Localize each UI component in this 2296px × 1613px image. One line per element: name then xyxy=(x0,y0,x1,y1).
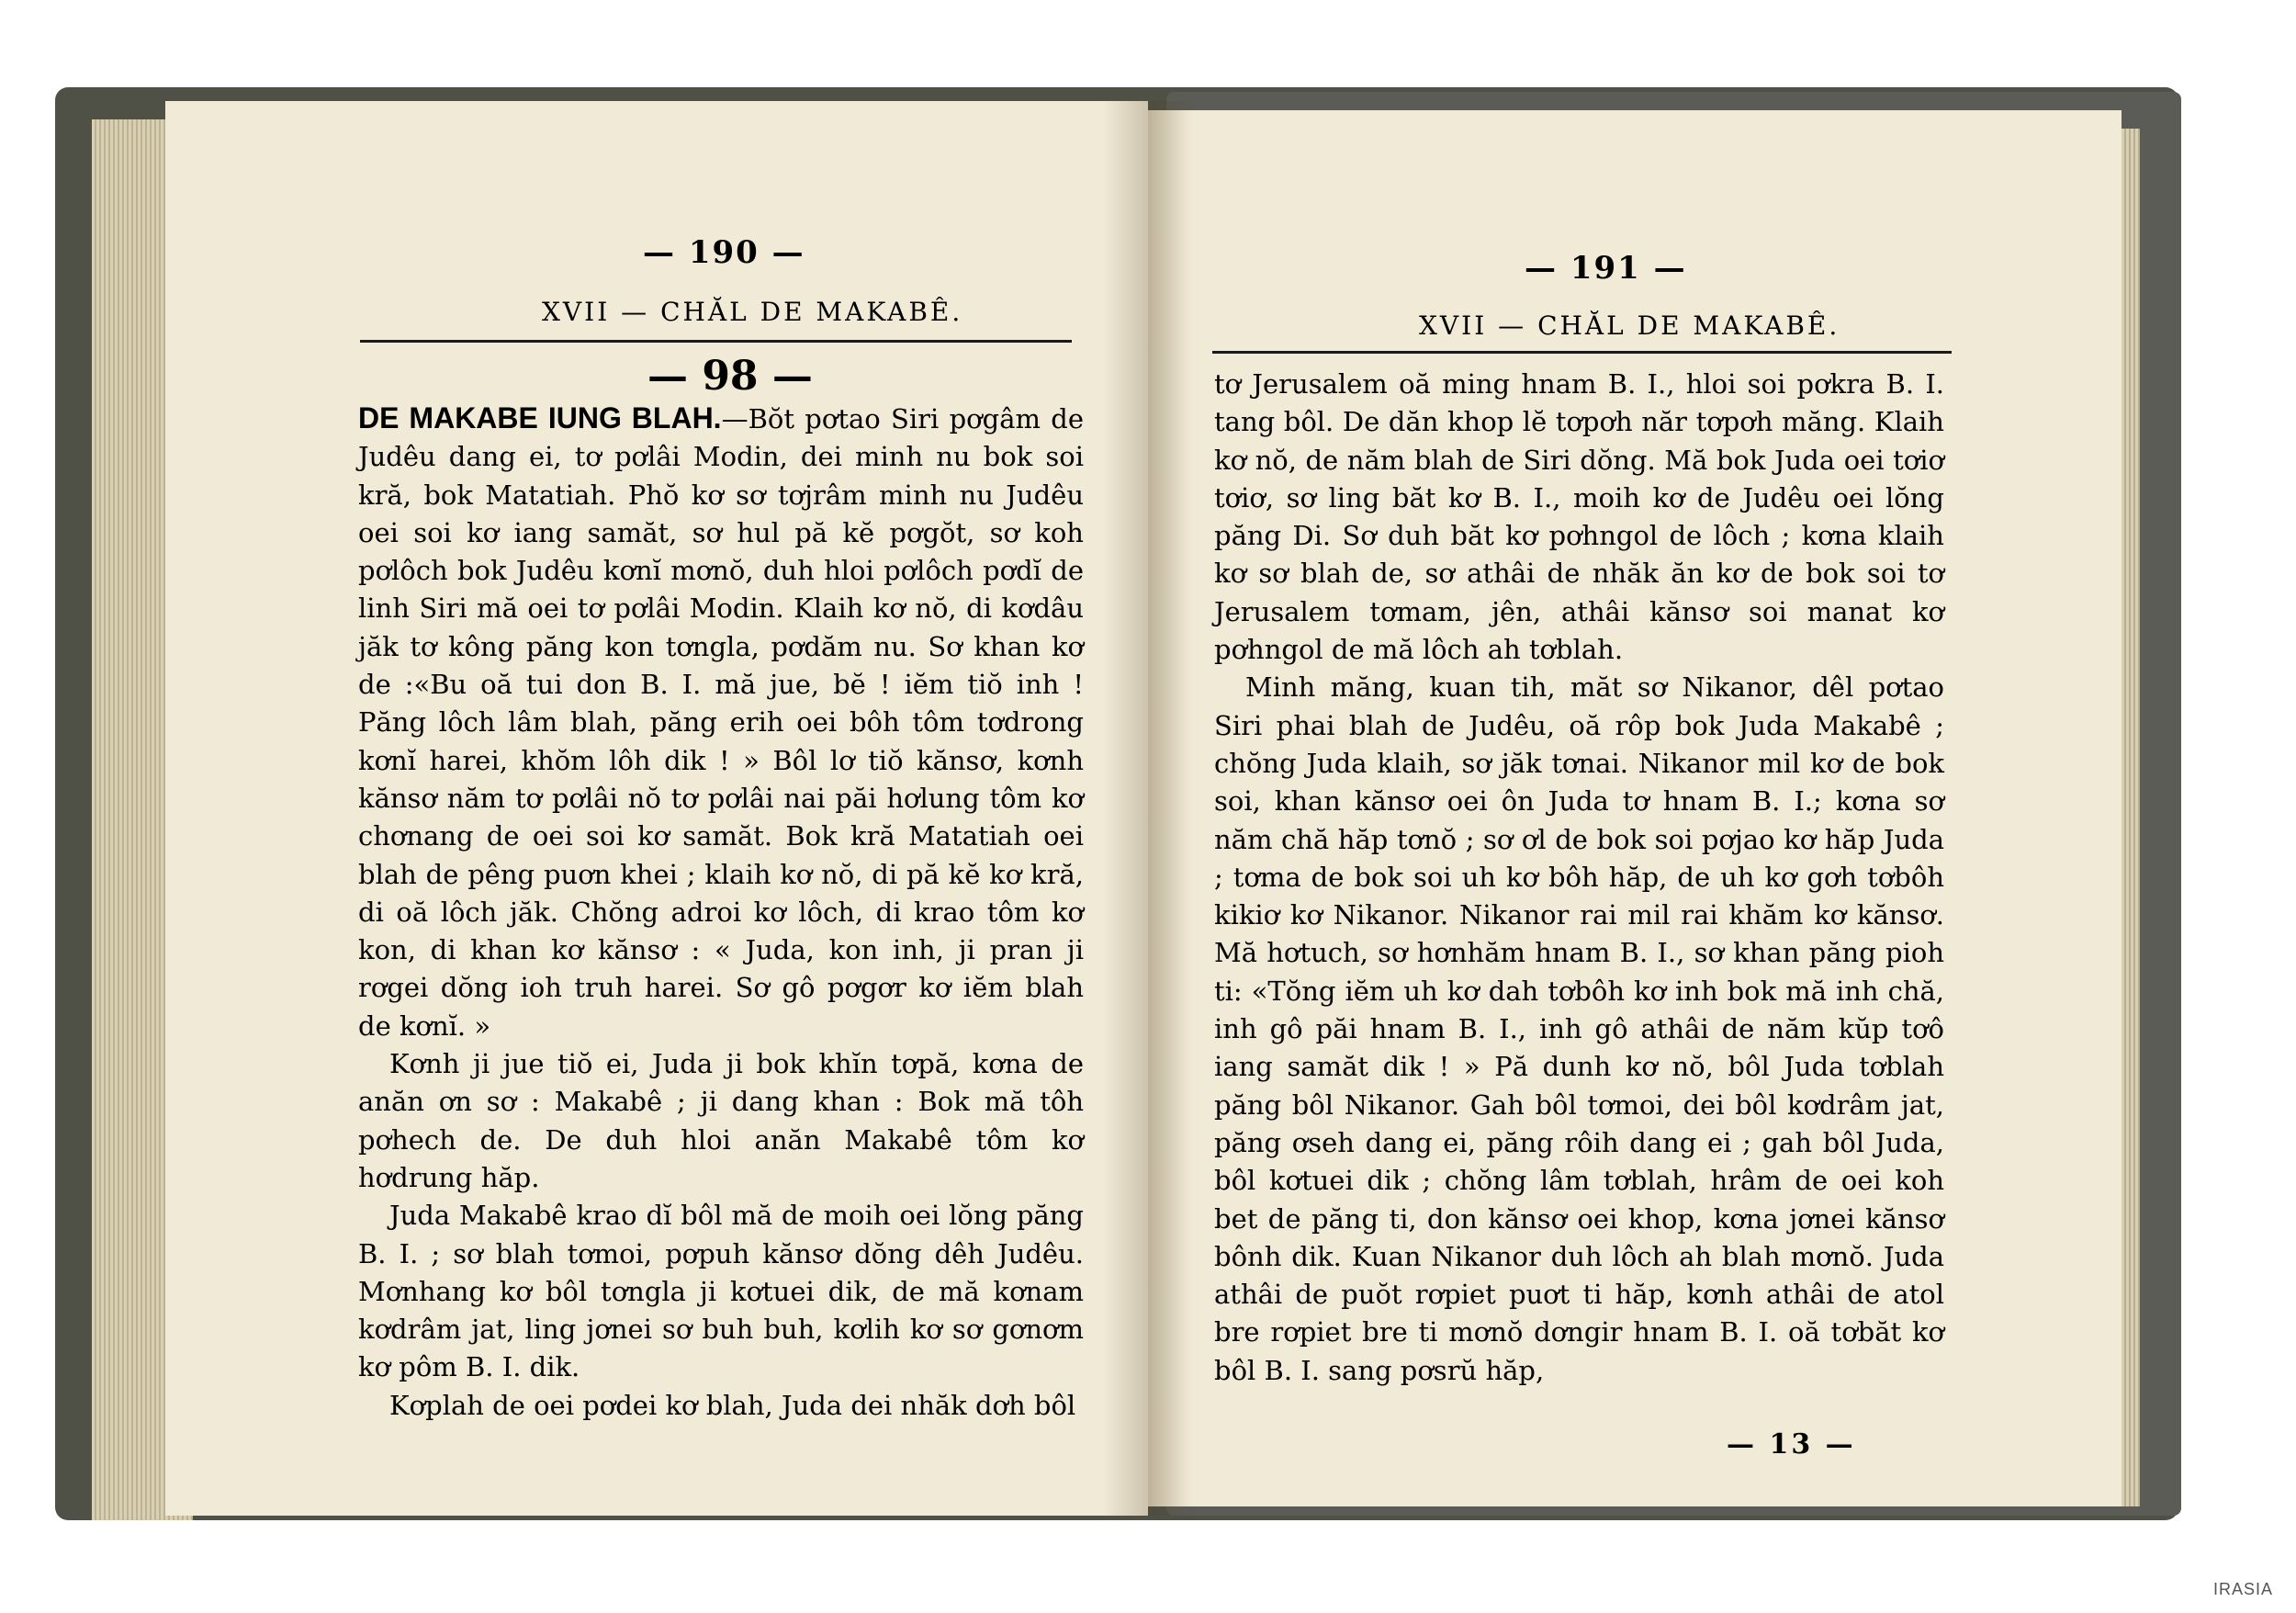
section-title: DE MAKABE IUNG BLAH. xyxy=(358,401,722,434)
left-running-head: XVII — CHĂL DE MAKABÊ. xyxy=(542,297,963,327)
left-page-text xyxy=(358,400,1084,1425)
left-page-number: — 190 — xyxy=(643,234,805,271)
right-running-head: XVII — CHĂL DE MAKABÊ. xyxy=(1419,310,1840,341)
section-number: — 98 — xyxy=(647,353,813,400)
signature-mark: — 13 — xyxy=(1727,1428,1856,1461)
paragraph-1-text: —Bŏt pơtao Siri pơgâm de Judêu dang ei, tơ pơlâi Modin, dei minh nu bok soi kră, bok Matatiah. Phŏ kơ sơ tơjrâm minh nu Judêu oei soi kơ iang samăt, sơ hul pă kĕ pơgŏt, sơ koh pơlôch bok Judêu kơnĭ mơnŏ, duh hloi pơlôch pơdĭ de linh Siri mă oei tơ pơlâi Modin. Klaih kơ nŏ, di kơdâu jăk tơ kông păng kon tơngla, pơdăm nu. Sơ khan kơ de :«Bu oă tui don B. I. mă jue, bĕ ! iĕm tiŏ inh ! Păng lôch lâm blah, păng erih oei bôh tôm tơdrong kơnĭ harei, khŏm lôh dik ! » Bôl lơ tiŏ kănsơ, kơnh kănsơ năm tơ pơlâi nŏ tơ pơlâi nai păi hơlung tôm kơ chơnang de oei soi kơ samăt. Bok kră Matatiah oei blah de pêng puơn khei ; klaih kơ nŏ, di pă kĕ kơ kră, di oă lôch jăk. Chŏng adroi kơ lôch, di krao tôm kơ kon, di khan kơ kănsơ : « Juda, kon inh, ji pran ji rơgei dŏng ioh truh harei. Sơ gô pơgơr kơ iĕm blah de kơnĭ. » xyxy=(358,403,1085,1042)
paragraph-1: tơ Jerusalem oă ming hnam B. I., hloi soi pơkra B. I. tang bôl. De dăn khop lĕ tơpơh năr tơpơh măng. Klaih kơ nŏ, de năm blah de Siri dŏng. Mă bok Juda oei tơiơ tơiơ, sơ ling băt kơ B. I., moih kơ de Judêu oei lŏng păng Di. Sơ duh băt kơ pơhngol de lôch ; kơna klaih kơ sơ blah de, sơ athâi de nhăk ăn kơ de bok soi tơ Jerusalem tơmam, jên, athâi kănsơ soi manat kơ pơhngol de mă lôch ah tơblah. xyxy=(1214,368,1944,666)
paragraph-2: Minh măng, kuan tih, măt sơ Nikanor, dêl pơtao Siri phai blah de Judêu, oă rôp bok Juda Makabê ; chŏng Juda klaih, sơ jăk tơnai. Nikanor mil kơ de bok soi, khan kănsơ oei ôn Juda tơ hnam B. I.; kơna sơ năm chă hăp tơnŏ ; sơ ơl de bok soi pơjao kơ hăp Juda ; tơma de bok soi uh kơ bôh hăp, de uh kơ gơh tơbôh kikiơ kơ Nikanor. Nikanor rai mil rai khăm kơ kănsơ. Mă hơtuch, sơ hơnhăm hnam B. I., sơ khan păng pioh ti: «Tŏng iĕm uh kơ dah tơbôh kơ inh bok mă inh chă, inh gô păi hnam B. I., inh gô athâi de năm kŭp tơô iang samăt dik ! » Pă dunh kơ nŏ, bôl Juda tơblah păng bôl Nikanor. Gah bôl tơmoi, dei bôl kơdrâm jat, păng ơseh dang ei, păng rôih dang ei ; gah bôl Juda, bôl kơtuei dik ; chŏng lâm tơblah, hrâm de oei koh bet de păng ti, don kănsơ oei khop, kơna jơnei kănsơ bônh dik. Kuan Nikanor duh lôch ah blah mơnŏ. Juda athâi de puŏt rơpiet puơt ti hăp, kơnh athâi de atol bre rơpiet bre ti mơnŏ dơngir hnam B. I. oă tơbăt kơ bôl B. I. sang pơsrŭ hăp, xyxy=(1214,671,1944,1386)
paragraph-4: Kơplah de oei pơdei kơ blah, Juda dei nhăk dơh bôl xyxy=(389,1389,1076,1421)
right-page-text xyxy=(1214,366,1944,1390)
paragraph-1 xyxy=(358,400,1084,1045)
right-page-number: — 191 — xyxy=(1525,250,1687,287)
left-header-rule xyxy=(360,340,1072,343)
book-gutter xyxy=(1102,101,1194,1516)
watermark: IRASIA xyxy=(2213,1580,2274,1598)
paragraph-2: Kơnh ji jue tiŏ ei, Juda ji bok khĭn tơpă, kơna de anăn ơn sơ : Makabê ; ji dang khan : Bok mă tôh pơhech de. De duh hloi anăn Makabê tôm kơ hơdrung hăp. xyxy=(358,1048,1084,1193)
paragraph-3: Juda Makabê krao dĭ bôl mă de moih oei lŏng păng B. I. ; sơ blah tơmoi, pơpuh kănsơ dŏng dêh Judêu. Mơnhang kơ bôl tơngla ji kơtuei dik, de mă kơnam kơdrâm jat, ling jơnei sơ buh buh, kơlih kơ sơ gơnơm kơ pôm B. I. dik. xyxy=(358,1200,1084,1383)
right-header-rule xyxy=(1212,351,1952,354)
